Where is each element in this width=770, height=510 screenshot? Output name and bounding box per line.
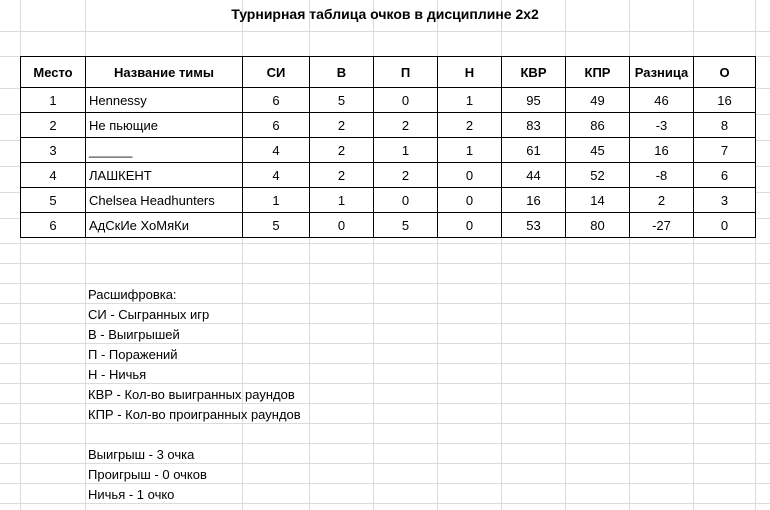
cell-difference: -27	[630, 213, 694, 238]
cell-place: 6	[21, 213, 86, 238]
cell-team-name: ЛАШКЕНТ	[86, 163, 243, 188]
header-games-played: СИ	[243, 57, 310, 88]
cell-difference: 2	[630, 188, 694, 213]
cell-difference: 16	[630, 138, 694, 163]
cell-losses: 0	[374, 188, 438, 213]
cell-place: 4	[21, 163, 86, 188]
cell-points: 0	[694, 213, 756, 238]
page-title: Турнирная таблица очков в дисциплине 2х2	[231, 6, 539, 22]
cell-rounds-won: 83	[502, 113, 566, 138]
table-row	[21, 113, 756, 138]
cell-wins: 0	[310, 213, 374, 238]
cell-place: 5	[21, 188, 86, 213]
standings-table	[20, 56, 756, 238]
cell-wins: 2	[310, 138, 374, 163]
points-rule: Проигрыш - 0 очков	[88, 467, 207, 482]
legend-item: СИ - Сыгранных игр	[88, 307, 210, 322]
header-difference: Разница	[630, 57, 694, 88]
cell-wins: 2	[310, 163, 374, 188]
legend-item: В - Выигрышей	[88, 327, 180, 342]
cell-draws: 1	[438, 88, 502, 113]
cell-wins: 5	[310, 88, 374, 113]
header-rounds-lost: КПР	[566, 57, 630, 88]
cell-draws: 0	[438, 163, 502, 188]
cell-rounds-won: 61	[502, 138, 566, 163]
table-row	[21, 88, 756, 113]
header-rounds-won: КВР	[502, 57, 566, 88]
cell-points: 7	[694, 138, 756, 163]
cell-rounds-lost: 49	[566, 88, 630, 113]
cell-points: 3	[694, 188, 756, 213]
cell-draws: 2	[438, 113, 502, 138]
cell-wins: 1	[310, 188, 374, 213]
points-rule: Выигрыш - 3 очка	[88, 447, 195, 462]
cell-games-played: 1	[243, 188, 310, 213]
cell-games-played: 4	[243, 138, 310, 163]
cell-rounds-won: 44	[502, 163, 566, 188]
cell-games-played: 6	[243, 113, 310, 138]
points-rule: Ничья - 1 очко	[88, 487, 175, 502]
cell-place: 2	[21, 113, 86, 138]
cell-games-played: 5	[243, 213, 310, 238]
legend-item: КВР - Кол-во выигранных раундов	[88, 387, 295, 402]
cell-difference: -8	[630, 163, 694, 188]
cell-losses: 5	[374, 213, 438, 238]
header-team-name: Название тимы	[86, 57, 243, 88]
table-row	[21, 213, 756, 238]
cell-games-played: 6	[243, 88, 310, 113]
header-losses: П	[374, 57, 438, 88]
header-points: О	[694, 57, 756, 88]
legend-item: КПР - Кол-во проигранных раундов	[88, 407, 301, 422]
legend-item: Н - Ничья	[88, 367, 147, 382]
cell-losses: 2	[374, 163, 438, 188]
cell-team-name: АдСкИе ХоМяКи	[86, 213, 243, 238]
cell-losses: 0	[374, 88, 438, 113]
cell-rounds-lost: 52	[566, 163, 630, 188]
header-draws: Н	[438, 57, 502, 88]
cell-rounds-lost: 45	[566, 138, 630, 163]
cell-rounds-won: 16	[502, 188, 566, 213]
cell-rounds-won: 95	[502, 88, 566, 113]
legend-heading: Расшифровка:	[88, 287, 177, 302]
cell-team-name: ______	[86, 138, 243, 163]
cell-losses: 1	[374, 138, 438, 163]
cell-difference: -3	[630, 113, 694, 138]
cell-difference: 46	[630, 88, 694, 113]
cell-team-name: Не пьющие	[86, 113, 243, 138]
table-header-row	[21, 57, 756, 88]
cell-draws: 0	[438, 188, 502, 213]
header-wins: В	[310, 57, 374, 88]
legend-spacer	[88, 425, 488, 445]
legend-item: П - Поражений	[88, 347, 178, 362]
cell-rounds-lost: 14	[566, 188, 630, 213]
legend	[88, 285, 488, 505]
cell-draws: 1	[438, 138, 502, 163]
cell-games-played: 4	[243, 163, 310, 188]
cell-rounds-lost: 80	[566, 213, 630, 238]
cell-points: 6	[694, 163, 756, 188]
cell-team-name: Chelsea Headhunters	[86, 188, 243, 213]
table-row	[21, 163, 756, 188]
table-row	[21, 138, 756, 163]
cell-place: 3	[21, 138, 86, 163]
cell-team-name: Hennessy	[86, 88, 243, 113]
cell-losses: 2	[374, 113, 438, 138]
cell-rounds-won: 53	[502, 213, 566, 238]
cell-place: 1	[21, 88, 86, 113]
cell-points: 8	[694, 113, 756, 138]
cell-wins: 2	[310, 113, 374, 138]
cell-points: 16	[694, 88, 756, 113]
header-place: Место	[21, 57, 86, 88]
table-row	[21, 188, 756, 213]
cell-rounds-lost: 86	[566, 113, 630, 138]
cell-draws: 0	[438, 213, 502, 238]
